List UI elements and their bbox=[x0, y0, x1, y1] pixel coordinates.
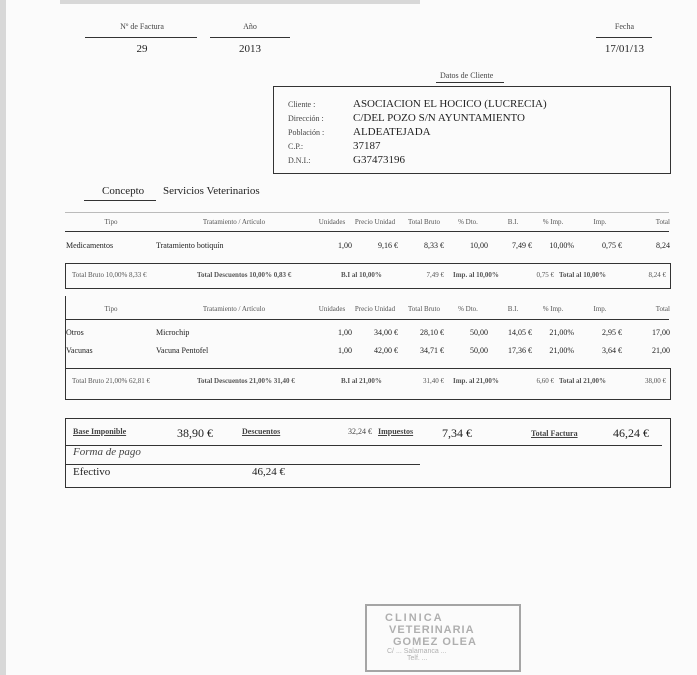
date-divider bbox=[596, 37, 652, 38]
table-column-header: Imp. bbox=[593, 218, 607, 226]
summary-divider bbox=[66, 445, 662, 446]
table-column-header: % Imp. bbox=[542, 305, 564, 313]
cash-value: 46,24 € bbox=[252, 466, 285, 478]
table-cell: Vacunas bbox=[66, 346, 93, 355]
total-descuentos: Total Descuentos 21,00% 31,40 € bbox=[197, 377, 295, 385]
table-cell: 28,10 € bbox=[420, 328, 444, 337]
bi-value: 31,40 € bbox=[423, 377, 444, 385]
stamp-line-4: C/ ... Salamanca ... bbox=[387, 648, 447, 655]
table-cell: 10,00% bbox=[549, 241, 574, 250]
year-label: Año bbox=[243, 22, 257, 31]
stamp-line-3: GOMEZ OLEA bbox=[393, 636, 477, 648]
table-cell: 21,00 bbox=[652, 346, 670, 355]
stamp-line-5: Telf. ... bbox=[407, 655, 428, 662]
scan-left-edge bbox=[0, 0, 6, 675]
table-cell: Tratamiento botiquín bbox=[156, 241, 224, 250]
table-column-header: B.I. bbox=[507, 218, 519, 226]
client-field-label: Población : bbox=[288, 128, 325, 137]
table-column-header: Tipo bbox=[104, 218, 118, 226]
client-title-underline bbox=[436, 82, 504, 83]
table-cell: 2,95 € bbox=[602, 328, 622, 337]
invoice-number: 29 bbox=[136, 43, 148, 55]
bi-label: B.I al 10,00% bbox=[341, 271, 382, 279]
descuentos-label: Descuentos bbox=[242, 427, 281, 436]
clinic-stamp bbox=[365, 604, 521, 672]
client-field-value: ALDEATEJADA bbox=[353, 126, 431, 138]
table-cell: 3,64 € bbox=[602, 346, 622, 355]
table-cell: 42,00 € bbox=[374, 346, 398, 355]
table-column-header: % Imp. bbox=[542, 218, 564, 226]
concept-underline bbox=[84, 200, 156, 201]
table-column-header: Tratamiento / Artículo bbox=[202, 218, 266, 226]
table2-header-bottom bbox=[65, 319, 669, 320]
total-value: 8,24 € bbox=[648, 271, 666, 279]
client-field-label: Dirección : bbox=[288, 114, 324, 123]
table-cell: 1,00 bbox=[338, 241, 352, 250]
table-cell: 8,33 € bbox=[424, 241, 444, 250]
table-cell: 0,75 € bbox=[602, 241, 622, 250]
table-column-header: Tipo bbox=[104, 305, 118, 313]
impuestos-label: Impuestos bbox=[378, 427, 414, 436]
table-column-header: Total bbox=[655, 305, 670, 313]
table-cell: 21,00% bbox=[549, 328, 574, 337]
table-column-header: B.I. bbox=[507, 305, 519, 313]
table-column-header: Unidades bbox=[318, 218, 346, 226]
table-cell: Otros bbox=[66, 328, 84, 337]
imp-value: 6,60 € bbox=[536, 377, 554, 385]
table1-header-bottom bbox=[65, 231, 669, 232]
imp-label: Imp. al 21,00% bbox=[453, 377, 499, 385]
table-cell: 34,71 € bbox=[420, 346, 444, 355]
total-bruto: Total Bruto 10,00% 8,33 € bbox=[72, 271, 147, 279]
total-label: Total al 21,00% bbox=[559, 377, 606, 385]
bi-label: B.I al 21,00% bbox=[341, 377, 382, 385]
total-value: 38,00 € bbox=[645, 377, 666, 385]
total-bruto: Total Bruto 21,00% 62,81 € bbox=[72, 377, 151, 385]
client-field-label: D.N.I.: bbox=[288, 156, 311, 165]
table-cell: 14,05 € bbox=[508, 328, 532, 337]
table1-header-top bbox=[65, 212, 669, 213]
stamp-line-2: VETERINARIA bbox=[389, 624, 475, 636]
cash-label: Efectivo bbox=[73, 466, 111, 478]
table-column-header: Total Bruto bbox=[408, 218, 440, 226]
table-cell: Vacuna Pentofel bbox=[156, 346, 209, 355]
table-cell: 21,00% bbox=[549, 346, 574, 355]
table-column-header: Total bbox=[655, 218, 670, 226]
total-factura-label: Total Factura bbox=[531, 429, 578, 438]
client-field-value: G37473196 bbox=[353, 154, 405, 166]
client-field-value: ASOCIACION EL HOCICO (LUCRECIA) bbox=[353, 98, 547, 110]
table-cell: 9,16 € bbox=[378, 241, 398, 250]
table-cell: Medicamentos bbox=[66, 241, 114, 250]
table-column-header: Total Bruto bbox=[408, 305, 440, 313]
concept-label: Concepto bbox=[102, 185, 145, 197]
payment-divider bbox=[66, 464, 420, 465]
client-field-value: 37187 bbox=[353, 140, 381, 152]
table-cell: 34,00 € bbox=[374, 328, 398, 337]
table-column-header: Imp. bbox=[593, 305, 607, 313]
client-field-value: C/DEL POZO S/N AYUNTAMIENTO bbox=[353, 112, 525, 124]
table-cell: 1,00 bbox=[338, 328, 352, 337]
table-cell: 7,49 € bbox=[512, 241, 532, 250]
impuestos-value: 7,34 € bbox=[442, 426, 472, 440]
invoice-number-label: Nº de Factura bbox=[120, 22, 164, 31]
table-column-header: % Dto. bbox=[458, 218, 478, 226]
client-field-label: Cliente : bbox=[288, 100, 316, 109]
year-value: 2013 bbox=[239, 43, 261, 55]
scan-top-edge bbox=[60, 0, 420, 4]
total-label: Total al 10,00% bbox=[559, 271, 606, 279]
client-section-title: Datos de Cliente bbox=[440, 71, 494, 80]
year-divider bbox=[210, 37, 290, 38]
date-label: Fecha bbox=[614, 22, 634, 31]
base-imponible-label: Base Imponible bbox=[73, 427, 127, 436]
table-column-header: Precio Unidad bbox=[354, 305, 396, 313]
table-column-header: % Dto. bbox=[458, 305, 478, 313]
base-imponible-value: 38,90 € bbox=[177, 426, 213, 440]
stamp-line-1: CLINICA bbox=[385, 612, 444, 624]
descuentos-value: 32,24 € bbox=[348, 427, 372, 436]
client-field-label: C.P.: bbox=[288, 142, 304, 151]
table-cell: Microchip bbox=[156, 328, 190, 337]
table-column-header: Tratamiento / Artículo bbox=[202, 305, 266, 313]
table-column-header: Precio Unidad bbox=[354, 218, 396, 226]
table-cell: 17,00 bbox=[652, 328, 670, 337]
total-factura-value: 46,24 € bbox=[613, 426, 649, 440]
invoice-number-divider bbox=[85, 37, 197, 38]
table-cell: 50,00 bbox=[470, 328, 488, 337]
concept-value: Servicios Veterinarios bbox=[163, 185, 260, 197]
date-value: 17/01/13 bbox=[604, 43, 644, 55]
table-cell: 50,00 bbox=[470, 346, 488, 355]
table-column-header: Unidades bbox=[318, 305, 346, 313]
imp-label: Imp. al 10,00% bbox=[453, 271, 499, 279]
table-cell: 8,24 bbox=[656, 241, 670, 250]
total-descuentos: Total Descuentos 10,00% 0,83 € bbox=[197, 271, 292, 279]
imp-value: 0,75 € bbox=[536, 271, 554, 279]
payment-method-label: Forma de pago bbox=[73, 446, 141, 458]
table-cell: 17,36 € bbox=[508, 346, 532, 355]
table-cell: 10,00 bbox=[470, 241, 488, 250]
table-cell: 1,00 bbox=[338, 346, 352, 355]
bi-value: 7,49 € bbox=[426, 271, 444, 279]
